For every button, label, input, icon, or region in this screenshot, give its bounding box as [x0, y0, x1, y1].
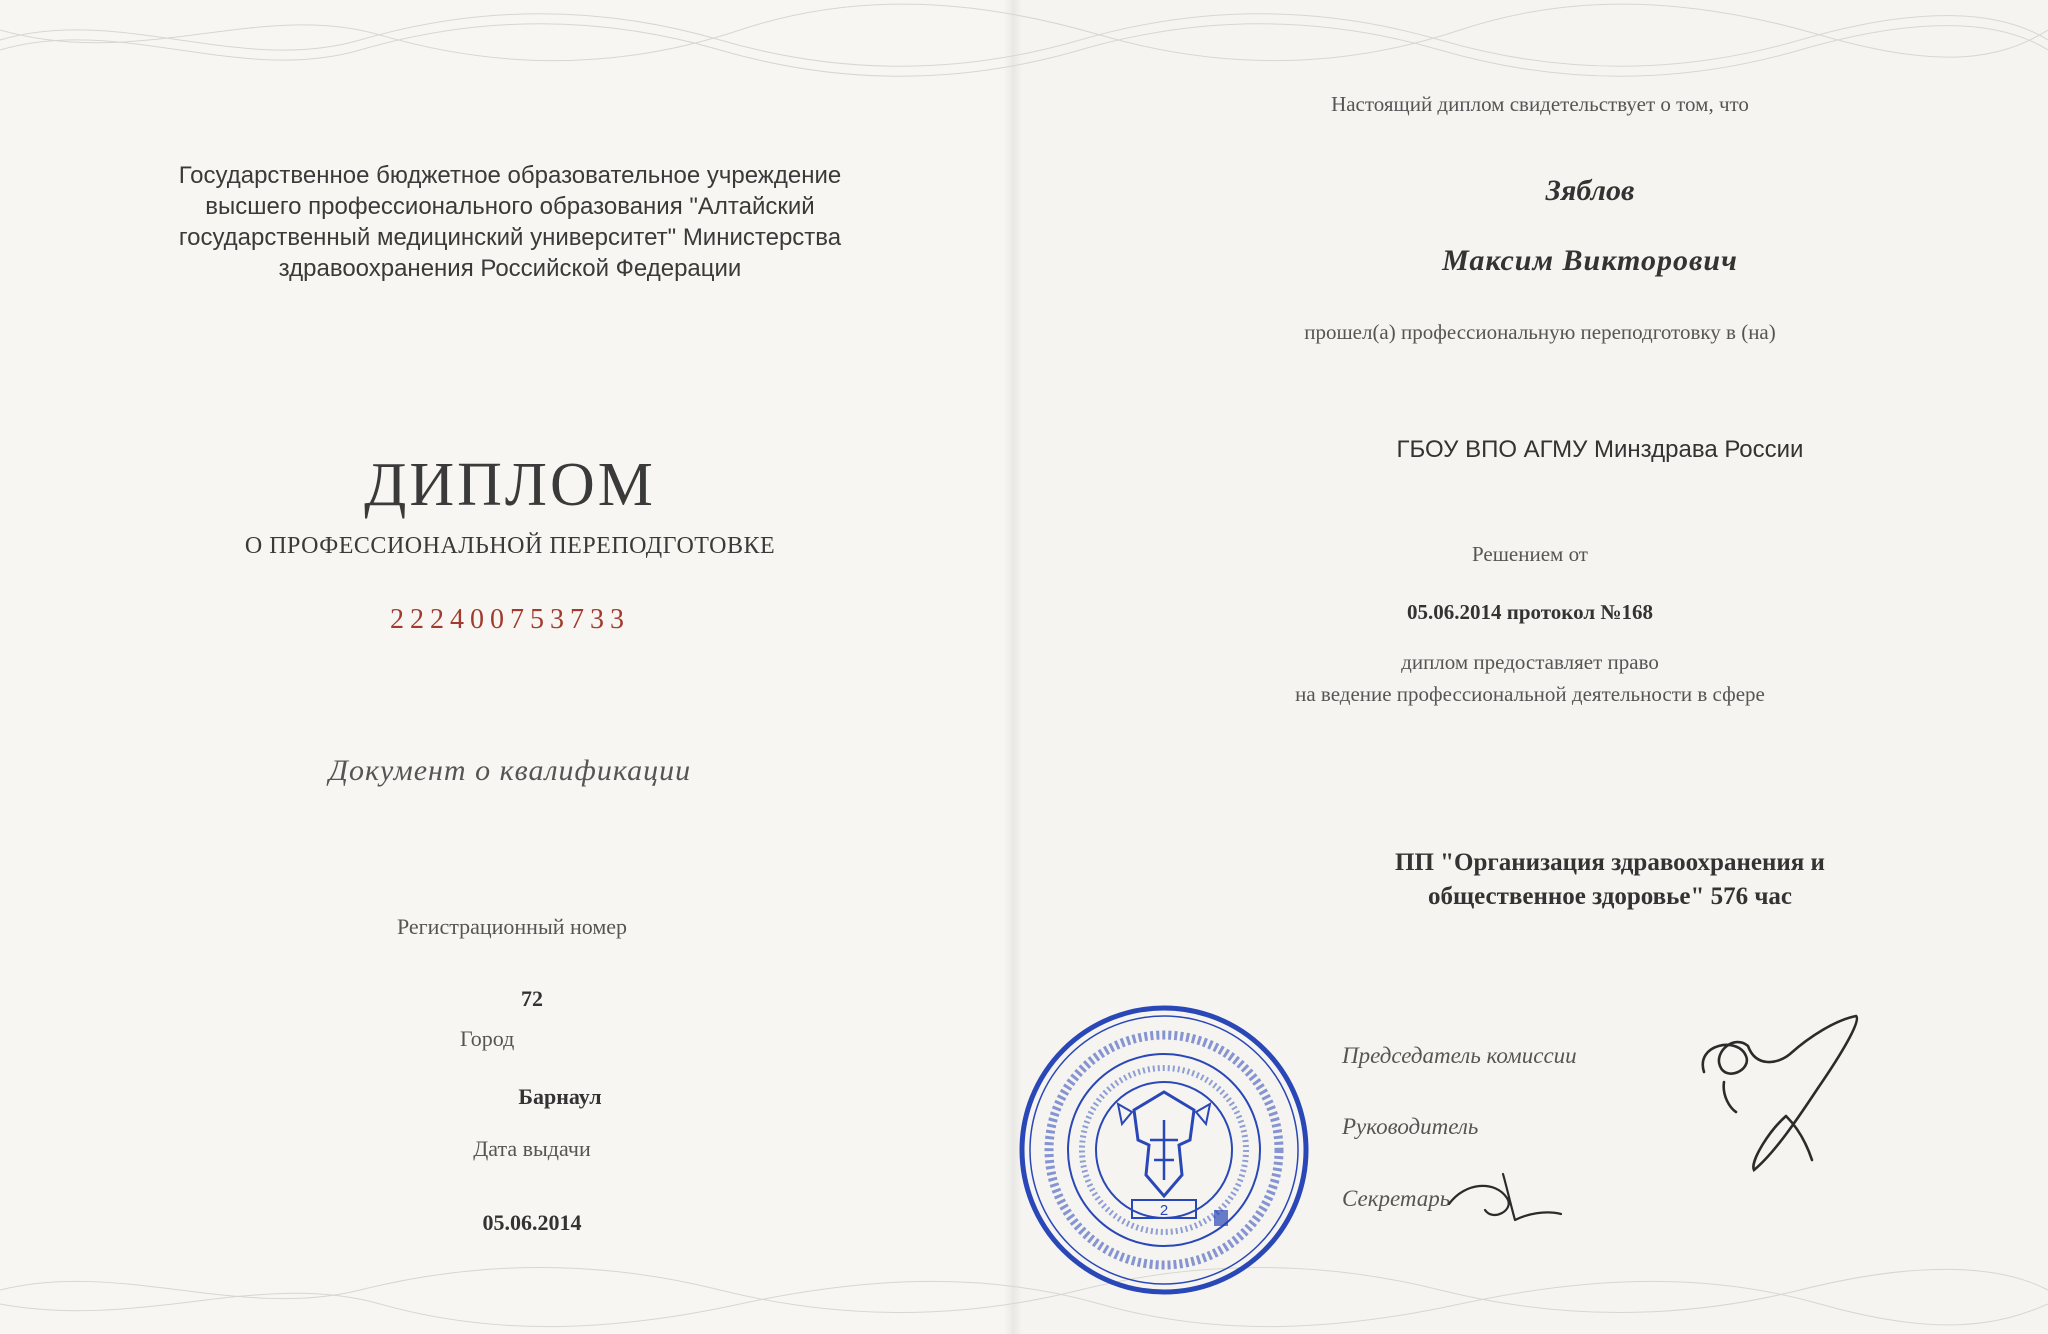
city-value: Барнаул [518, 1084, 602, 1109]
chair-signature-icon [1690, 1012, 1870, 1182]
holder-surname: Зяблов [1545, 174, 1635, 207]
program-line2: общественное здоровье" 576 час [1427, 883, 1793, 910]
left-page [0, 0, 1012, 1334]
protocol-info: 05.06.2014 протокол №168 [1407, 600, 1653, 624]
program-name [1300, 846, 1920, 914]
city-label: Город [460, 1026, 515, 1051]
holder-name: Максим Викторович [1442, 244, 1738, 277]
registration-label: Регистрационный номер [396, 914, 628, 939]
institution-name: Государственное бюджетное образовательное учреждение высшего профессионального образования "Алтайский государственный медицинский университет" Министерства здравоохранения Российской Федерации [178, 162, 842, 282]
intro-text: Настоящий диплом свидетельствует о том, что [1331, 92, 1749, 116]
diploma-subtitle: О ПРОФЕССИОНАЛЬНОЙ ПЕРЕПОДГОТОВКЕ [244, 533, 776, 559]
chair-signature-label: Председатель комиссии [1342, 1043, 1577, 1068]
secretary-signature-label: Секретарь [1342, 1186, 1451, 1211]
seal-number: 2 [1159, 1202, 1169, 1219]
program-line1: ПП "Организация здравоохранения и [1395, 849, 1825, 876]
diploma-title: ДИПЛОМ [364, 451, 656, 519]
decision-label: Решением от [1472, 542, 1588, 566]
official-seal-icon [1014, 1000, 1314, 1300]
issue-date: 05.06.2014 [482, 1210, 582, 1235]
document-type: Документ о квалификации [328, 754, 692, 787]
secretary-signature-icon [1445, 1170, 1565, 1230]
passed-text: прошел(а) профессиональную переподготовку в (на) [1304, 320, 1776, 344]
rights-text-line1: диплом предоставляет право [1401, 650, 1659, 674]
head-signature-label: Руководитель [1342, 1114, 1479, 1139]
rights-text-line2: на ведение профессиональной деятельности в сфере [1295, 682, 1765, 706]
serial-number: 222400753733 [390, 604, 630, 635]
organization-name: ГБОУ ВПО АГМУ Минздрава России [1396, 436, 1804, 463]
issue-date-label: Дата выдачи [473, 1136, 591, 1161]
registration-number: 72 [521, 986, 543, 1011]
